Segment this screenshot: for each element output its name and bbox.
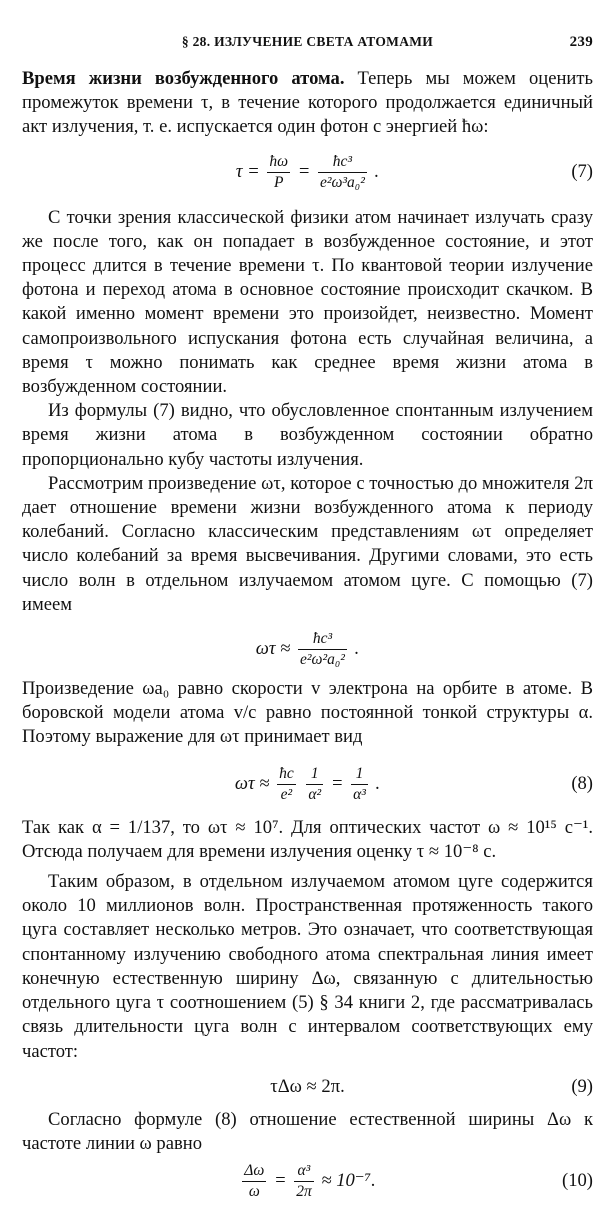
eq8-frac3 (351, 764, 368, 805)
paragraph-6: Таким образом, в отдельном излучаемом атомом цуге содержится около 10 миллионов волн. Пространственная протяженность такого цуга составляет несколько метров. Это означает, что соответствующая спонтанному излучению свободного атома спектральная линия имеет конечную естественную ширину Δω, связанную с длительностью отдельного цуга τ соотношением (5) § 34 книги 2, где рассматривалась связь длительности цуга волн с интервалом соответствующих ему частот: (22, 871, 593, 1062)
eq7-num1: ħω (269, 152, 289, 170)
eq9-body: τΔω ≈ 2π. (270, 1075, 345, 1097)
eq10-den1: ω (242, 1181, 266, 1202)
equation-9 (22, 1072, 593, 1102)
equation-unnumbered (22, 621, 593, 677)
eq8-frac2 (306, 764, 323, 805)
eqU-lhs: ωτ ≈ (255, 638, 291, 660)
page-number: 239 (569, 34, 593, 50)
paragraph-3: Рассмотрим произведение ωτ, которое с точностью до множителя 2π дает отношение времени жизни возбужденного атома к периоду колебаний. Согласно классическим представлениям ωτ определяет число колебаний за время высвечивания. Другими словами, это есть число волн в отдельном излучаемом атомом цуге. С помощью (7) имеем (22, 472, 593, 615)
eqU-tail: . (354, 638, 360, 660)
paragraph-4: Произведение ωa₀ равно скорости v электрона на орбите в атоме. В боровской модели атома v/c равно постоянной тонкой структуры α. Поэтому выражение для ωτ принимает вид (22, 678, 593, 748)
eq10-num1: Δω (244, 1162, 265, 1180)
running-title: § 28. ИЗЛУЧЕНИЕ СВЕТА АТОМАМИ (181, 34, 434, 49)
eq8-equals: = (330, 772, 344, 794)
eq8-num3: 1 (355, 764, 364, 782)
eq7-lhs: τ = (235, 160, 260, 182)
eq7-equals: = (297, 160, 311, 182)
eq7-frac2 (318, 152, 367, 193)
eq10-equals: = (273, 1170, 287, 1192)
eq8-den3: α³ (353, 785, 366, 803)
eq10-num2: α³ (297, 1162, 311, 1180)
eq8-den2: α² (308, 785, 322, 803)
book-page (22, 30, 593, 1206)
eq10-den2: 2π (296, 1183, 312, 1201)
equation-8 (22, 756, 593, 812)
equation-7 (22, 144, 593, 200)
eq8-num2: 1 (310, 764, 319, 782)
section-intro (22, 67, 593, 140)
paragraph-7: Согласно формуле (8) отношение естественной ширины Δω к частоте линии ω равно (22, 1108, 593, 1154)
paragraph-5: Так как α = 1/137, то ωτ ≈ 10⁷. Для оптических частот ω ≈ 10¹⁵ с⁻¹. Отсюда получаем для времени излучения оценку τ ≈ 10⁻⁸ с. (22, 816, 593, 862)
eq10-label: (10) (562, 1170, 593, 1192)
eqU-num: ħc³ (312, 630, 333, 648)
eq7-den2: e²ω³a₀² (319, 173, 365, 191)
eq8-den1: e² (277, 784, 296, 805)
section-heading: Время жизни возбужденного атома. (22, 68, 345, 89)
paragraph-2: Из формулы (7) видно, что обусловленное спонтанным излучением время жизни атома в возбужденном состоянии обратно пропорционально кубу частоты излучения. (22, 400, 593, 470)
eq7-num2: ħc³ (332, 152, 353, 170)
eq7-tail: . (374, 160, 380, 182)
page-header (22, 30, 593, 54)
eq8-label: (8) (571, 772, 593, 794)
eqU-frac (298, 629, 347, 670)
eq8-tail: . (375, 772, 381, 794)
eq7-label: (7) (571, 160, 593, 182)
paragraph-1: С точки зрения классической физики атом начинает излучать сразу же после того, как он попадает в возбужденное состояние, и этот процесс длится в течение времени τ. По квантовой теории излучение фотона и переход атома в основное состояние происходит скачком. В какой именно момент времени это произойдет, неизвестно. Момент самопроизвольного испускания фотона есть случайная величина, а время τ можно понимать как среднее время жизни атома в возбужденном состоянии. (22, 206, 593, 398)
eq10-rhs: ≈ 10⁻⁷. (321, 1170, 376, 1192)
eq8-frac1 (277, 764, 296, 805)
eq9-label: (9) (571, 1075, 593, 1097)
eq10-frac2 (294, 1161, 314, 1202)
eq7-den1: P (267, 172, 290, 193)
eq8-num1: ħc (279, 764, 294, 782)
intro-text: Теперь мы можем оценить промежуток времени τ, в течение которого продолжается единичный акт излучения, т. е. испускается один фотон с энергией ħω: (22, 68, 593, 138)
eq7-frac1 (267, 152, 290, 193)
eq10-frac1 (242, 1161, 266, 1202)
eqU-den: e²ω²a₀² (300, 651, 345, 669)
eq8-lhs: ωτ ≈ (234, 772, 270, 794)
equation-10 (22, 1156, 593, 1206)
